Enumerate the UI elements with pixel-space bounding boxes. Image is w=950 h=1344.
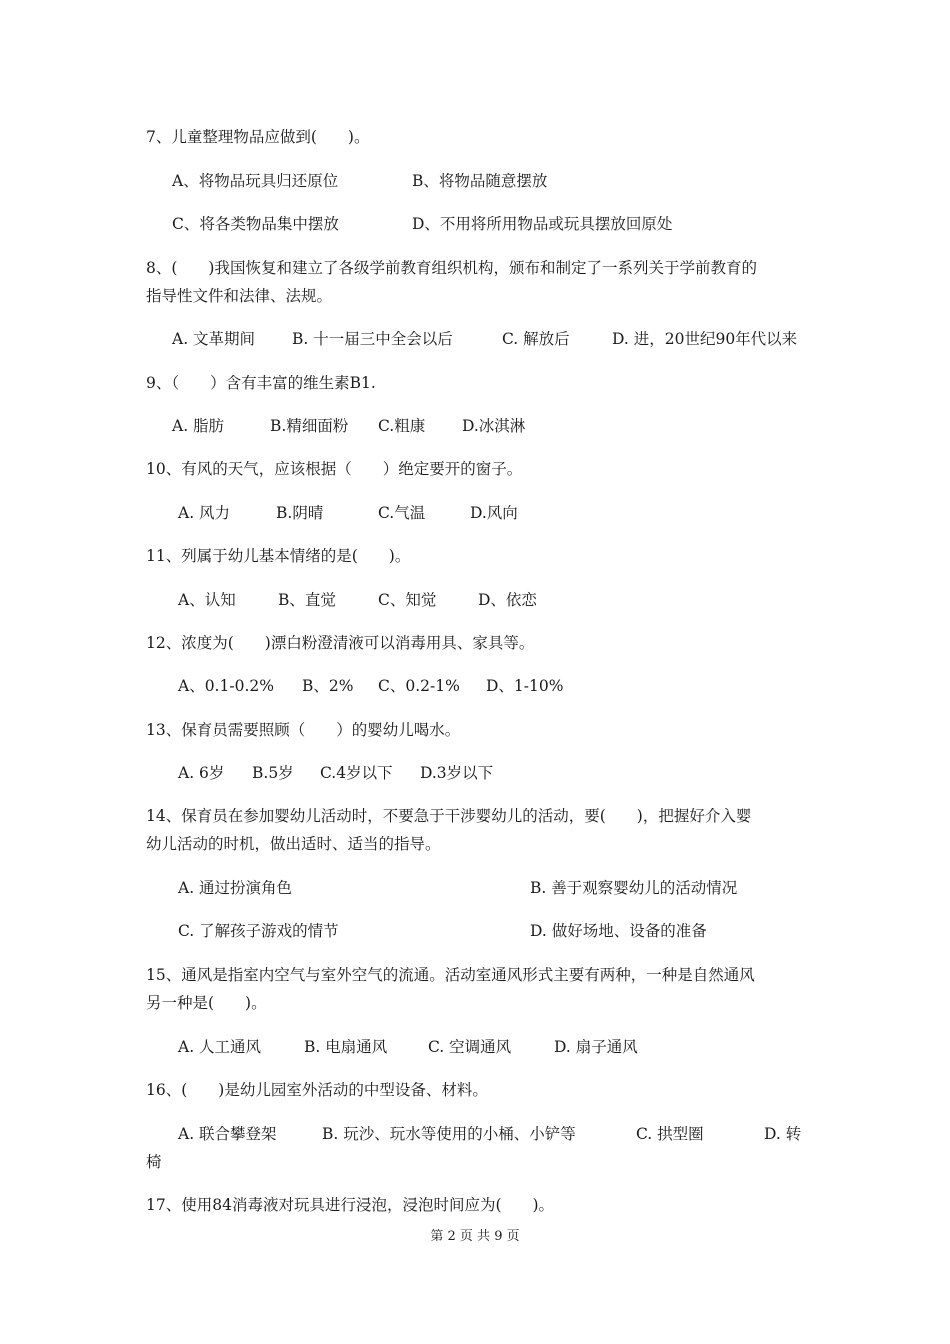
question-11-option-d: D、依恋 <box>478 591 537 609</box>
question-16-option-d: D. 转 <box>764 1125 802 1143</box>
question-12-stem: 12、浓度为( )漂白粉澄清液可以消毒用具、家具等。 <box>146 634 535 652</box>
question-9-stem: 9、（ ）含有丰富的维生素B1. <box>146 374 376 392</box>
question-11-option-c: C、知觉 <box>378 591 437 609</box>
question-17-stem: 17、使用84消毒液对玩具进行浸泡，浸泡时间应为( )。 <box>146 1196 555 1214</box>
question-14-stem-line-2: 幼儿活动的时机，做出适时、适当的指导。 <box>146 835 441 853</box>
question-15-option-b: B. 电扇通风 <box>304 1038 388 1056</box>
question-16-option-a: A. 联合攀登架 <box>178 1125 277 1143</box>
question-11-option-a: A、认知 <box>178 591 236 609</box>
question-13-option-a: A. 6岁 <box>178 764 225 782</box>
question-12-option-b: B、2% <box>302 677 354 695</box>
question-16-option-b: B. 玩沙、玩水等使用的小桶、小铲等 <box>322 1125 576 1143</box>
question-10-option-a: A. 风力 <box>178 504 231 522</box>
question-7-option-b: B、将物品随意摆放 <box>412 172 548 190</box>
question-10-option-b: B.阴晴 <box>276 504 324 522</box>
question-14-option-d: D. 做好场地、设备的准备 <box>530 922 707 940</box>
question-16-option-d-wrap: 椅 <box>146 1153 162 1171</box>
question-10-option-d: D.风向 <box>470 504 518 522</box>
question-12-option-a: A、0.1-0.2% <box>178 677 274 695</box>
question-14-option-a: A. 通过扮演角色 <box>178 879 293 897</box>
question-15-option-a: A. 人工通风 <box>178 1038 262 1056</box>
question-8-stem-line-2: 指导性文件和法律、法规。 <box>146 287 333 305</box>
question-11-stem: 11、列属于幼儿基本情绪的是( )。 <box>146 547 411 565</box>
question-13-stem: 13、保育员需要照顾（ ）的婴幼儿喝水。 <box>146 721 461 739</box>
question-14-option-b: B. 善于观察婴幼儿的活动情况 <box>530 879 738 897</box>
question-10-stem: 10、有风的天气，应该根据（ ）绝定要开的窗子。 <box>146 460 523 478</box>
question-9-option-c: C.粗康 <box>378 417 426 435</box>
question-9-option-b: B.精细面粉 <box>270 417 349 435</box>
question-14-stem-line-1: 14、保育员在参加婴幼儿活动时，不要急于干涉婴幼儿的活动，要( )，把握好介入婴 <box>146 807 752 825</box>
question-8-option-b: B. 十一届三中全会以后 <box>292 330 453 348</box>
question-10-option-c: C.气温 <box>378 504 426 522</box>
question-15-stem-line-2: 另一种是( )。 <box>146 994 267 1012</box>
question-11-option-b: B、直觉 <box>278 591 336 609</box>
question-13-option-d: D.3岁以下 <box>420 764 494 782</box>
question-15-option-c: C. 空调通风 <box>428 1038 512 1056</box>
question-8-stem-line-1: 8、( )我国恢复和建立了各级学前教育组织机构，颁布和制定了一系列关于学前教育的 <box>146 259 757 277</box>
question-8-option-a: A. 文革期间 <box>172 330 256 348</box>
question-15-stem-line-1: 15、通风是指室内空气与室外空气的流通。活动室通风形式主要有两种，一种是自然通风 <box>146 966 755 984</box>
page-footer: 第 2 页 共 9 页 <box>430 1229 520 1244</box>
question-8-option-c: C. 解放后 <box>502 330 570 348</box>
question-15-option-d: D. 扇子通风 <box>554 1038 638 1056</box>
question-7-stem: 7、儿童整理物品应做到( )。 <box>146 128 370 146</box>
question-16-stem: 16、( )是幼儿园室外活动的中型设备、材料。 <box>146 1081 488 1099</box>
question-8-option-d: D. 进，20世纪90年代以来 <box>612 330 798 348</box>
question-9-option-d: D.冰淇淋 <box>462 417 526 435</box>
question-7-option-d: D、不用将所用物品或玩具摆放回原处 <box>412 215 673 233</box>
question-12-option-c: C、0.2-1% <box>378 677 460 695</box>
question-13-option-c: C.4岁以下 <box>320 764 393 782</box>
question-7-option-a: A、将物品玩具归还原位 <box>172 172 339 190</box>
question-16-option-c: C. 拱型圈 <box>636 1125 704 1143</box>
question-7-option-c: C、将各类物品集中摆放 <box>172 215 339 233</box>
question-14-option-c: C. 了解孩子游戏的情节 <box>178 922 339 940</box>
question-13-option-b: B.5岁 <box>252 764 294 782</box>
question-12-option-d: D、1-10% <box>486 677 564 695</box>
question-9-option-a: A. 脂肪 <box>172 417 225 435</box>
